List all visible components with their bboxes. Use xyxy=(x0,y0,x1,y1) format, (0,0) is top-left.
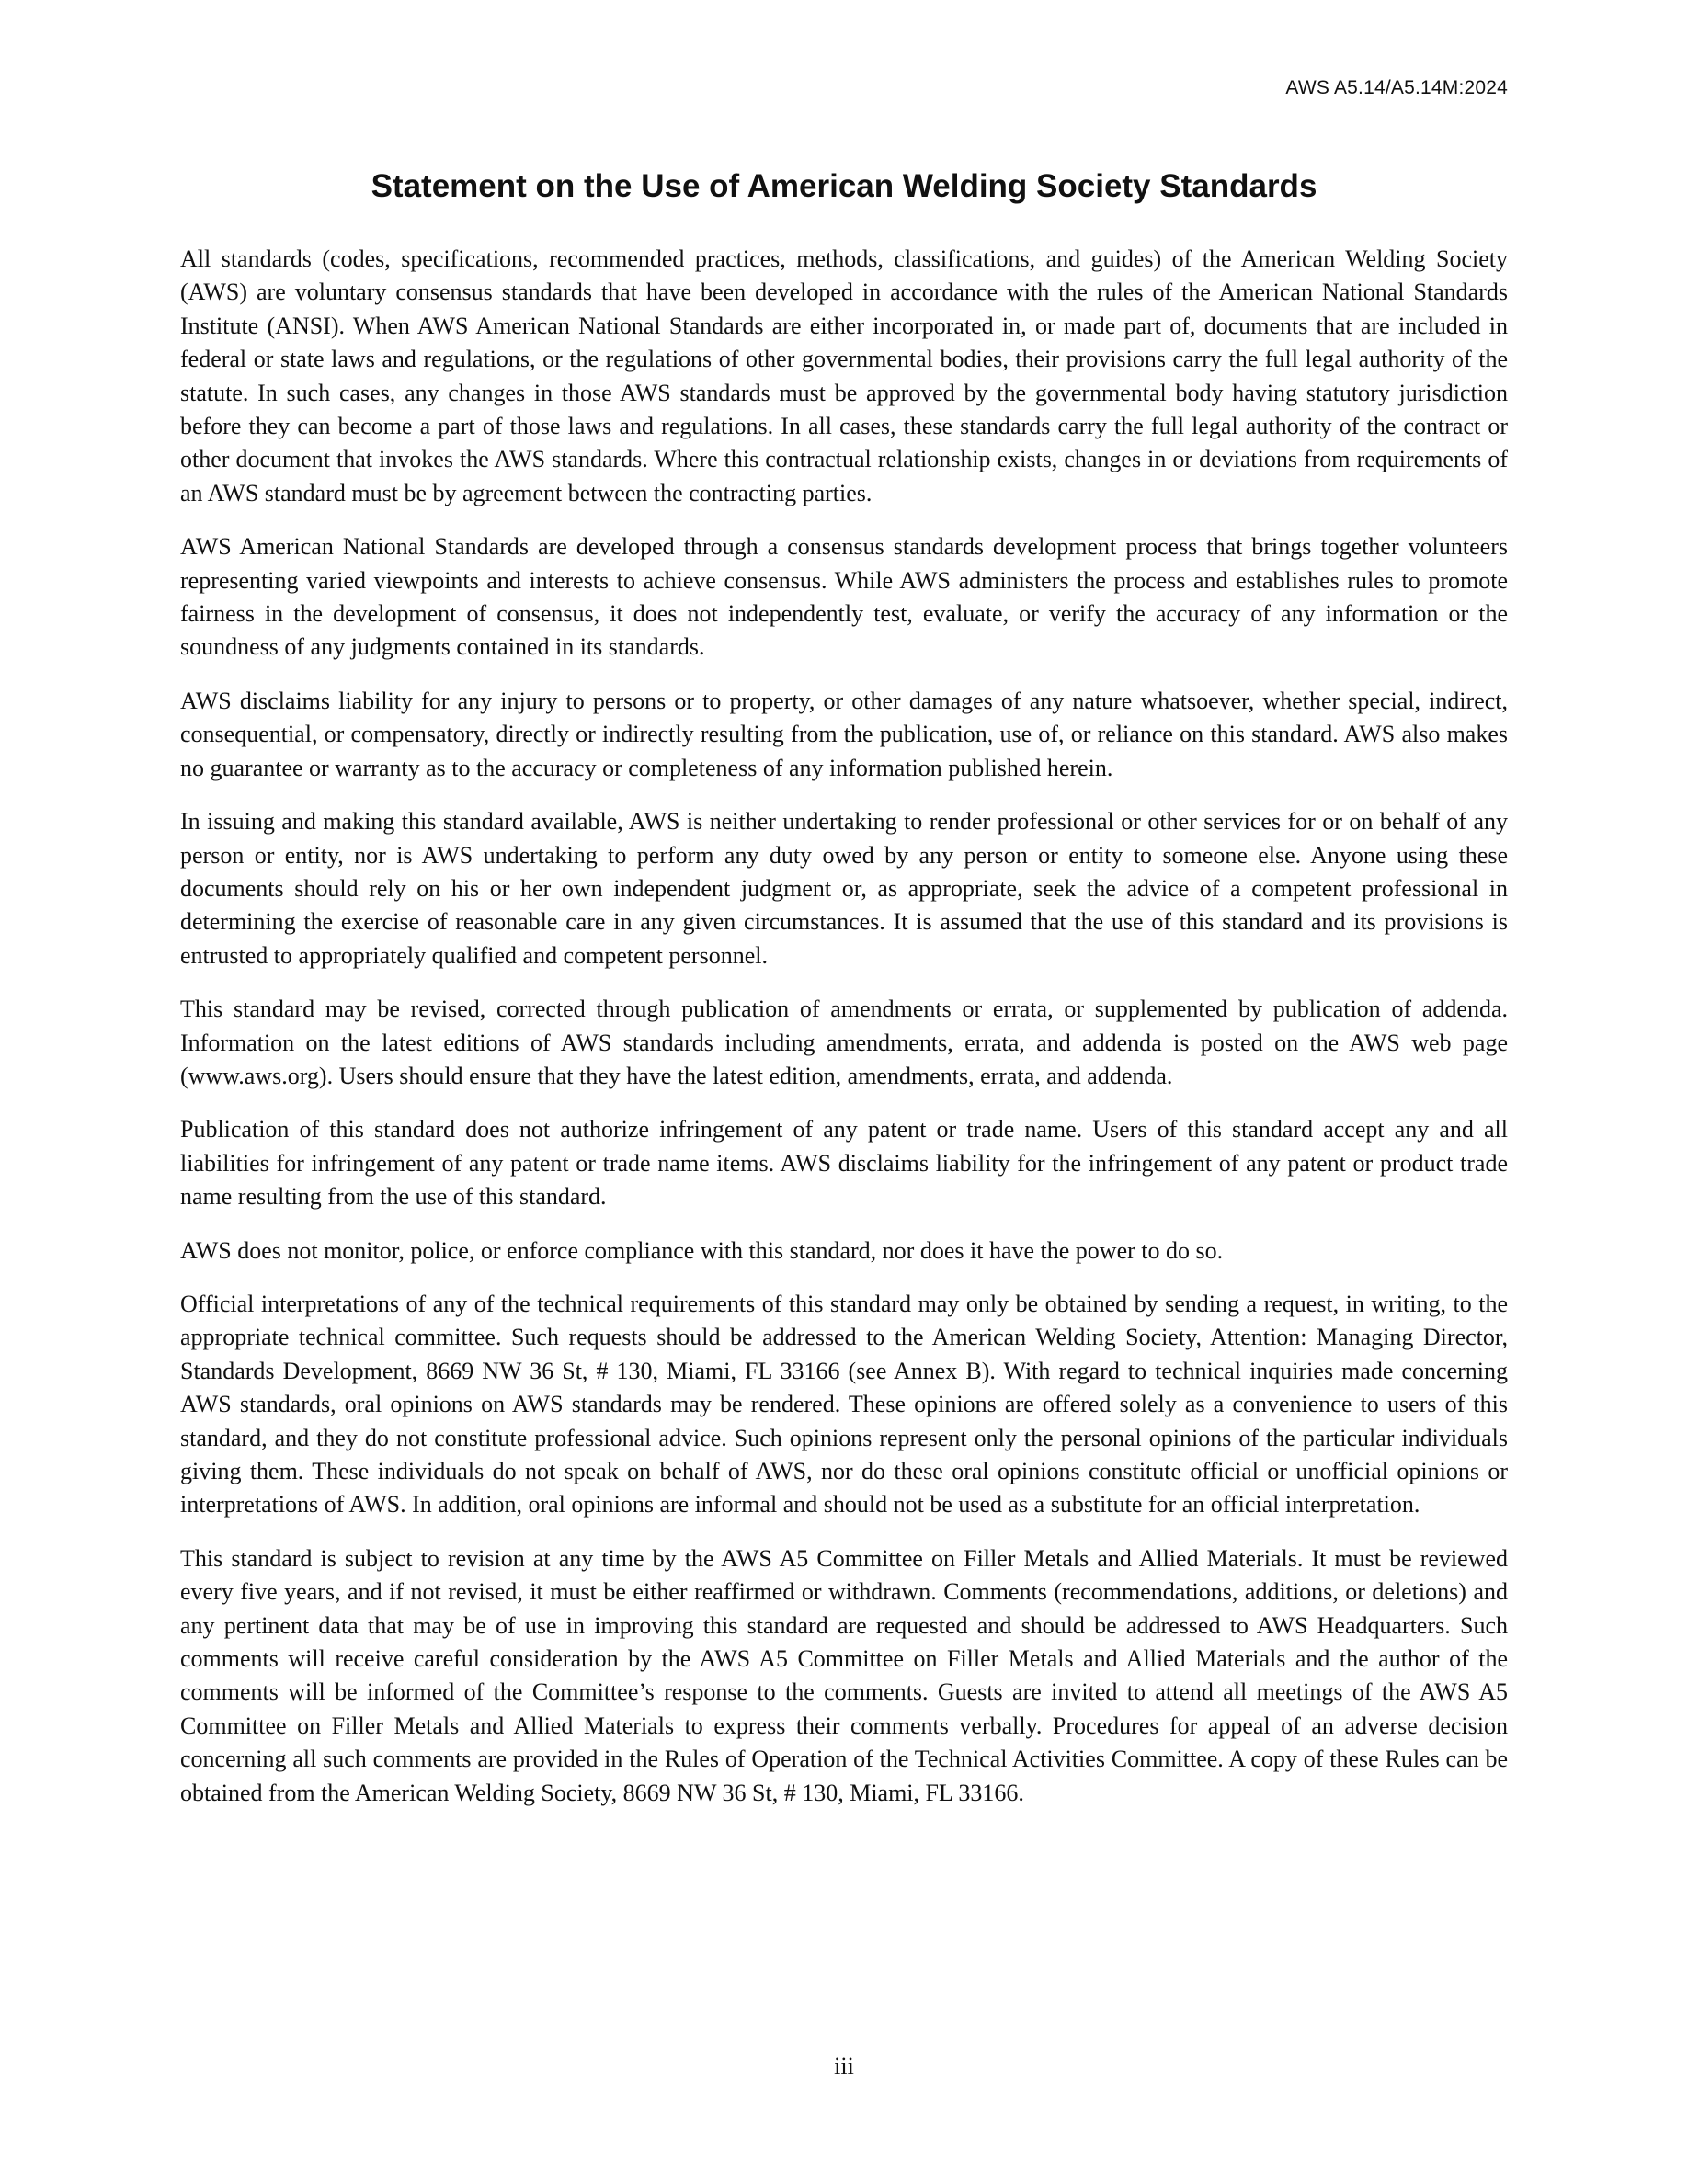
paragraph-liability-disclaimer: AWS disclaims liability for any injury to persons or to property, or other damages of any nature whatsoever, whether special, indirect, consequential, or compensatory, directly or indirectly resulting from the publication, use of, or reliance on this standard. AWS also makes no guarantee or warranty as to the accuracy or completeness of any information published herein. xyxy=(180,687,1508,781)
paragraph-interpretations: Official interpretations of any of the technical requirements of this standard may only be obtained by sending a request, in writing, to the appropriate technical committee. Such requests should be addressed to the American Welding Society, Attention: Managing Director, Standards Development, 8669 NW 36 St, # 130, Miami, FL 33166 (see Annex B). With regard to technical inquiries made concerning AWS standards, oral opinions on AWS standards may be rendered. These opinions are offered solely as a convenience to users of this standard, and they do not constitute professional advice. Such opinions represent only the personal opinions of the particular individuals giving them. These individuals do not speak on behalf of AWS, nor do these oral opinions constitute official or unofficial opinions or interpretations of AWS. In addition, oral opinions are informal and should not be used as a substitute for an official interpretation. xyxy=(180,1290,1508,1519)
paragraph-revision-comments: This standard is subject to revision at any time by the AWS A5 Committee on Filler Metals and Allied Materials. It must be reviewed every five years, and if not revised, it must be either reaffirmed or withdrawn. Comments (recommendations, additions, or deletions) and any pertinent data that may be of use in improving this standard are requested and should be addressed to AWS Headquarters. Such comments will receive careful consideration by the AWS A5 Committee on Filler Metals and Allied Materials and the author of the comments will be informed of the Committee’s response to the comments. Guests are invited to attend all meetings of the AWS A5 Committee on Filler Metals and Allied Materials to express their comments verbally. Procedures for appeal of an adverse decision concerning all such comments are provided in the Rules of Operation of the Technical Activities Committee. A copy of these Rules can be obtained from the American Welding Society, 8669 NW 36 St, # 130, Miami, FL 33166. xyxy=(180,1544,1508,1806)
paragraph-revisions: This standard may be revised, corrected through publication of amendments or errata, or supplemented by publication of addenda. Information on the latest editions of AWS standards including amendments, errata, and addenda is posted on the AWS web page (www.aws.org). Users should ensure that they have the latest edition, amendments, errata, and addenda. xyxy=(180,995,1508,1089)
paragraph-development-process: AWS American National Standards are developed through a consensus standards development process that brings together volunteers representing varied viewpoints and interests to achieve consensus. While AWS administers the process and establishes rules to promote fairness in the development of consensus, it does not independently test, evaluate, or verify the accuracy of any information or the soundness of any judgments contained in its standards. xyxy=(180,533,1508,661)
paragraph-consensus-standards: All standards (codes, specifications, recommended practices, methods, classifications, and guides) of the American Welding Society (AWS) are voluntary consensus standards that have been developed in accordance with the rules of the American National Standards Institute (ANSI). When AWS American National Standards are either incorporated in, or made part of, documents that are included in federal or state laws and regulations, or the regulations of other governmental bodies, their provisions carry the full legal authority of the statute. In such cases, any changes in those AWS standards must be approved by the governmental body having statutory jurisdiction before they can become a part of those laws and regulations. In all cases, these standards carry the full legal authority of the contract or other document that invokes the AWS standards. Where this contractual relationship exists, changes in or deviations from requirements of an AWS standard must be by agreement between the contracting parties. xyxy=(180,245,1508,506)
paragraph-no-professional-services: In issuing and making this standard available, AWS is neither undertaking to render professional or other services for or on behalf of any person or entity, nor is AWS undertaking to perform any duty owed by any person or entity to someone else. Anyone using these documents should rely on his or her own independent judgment or, as appropriate, seek the advice of a competent professional in determining the exercise of reasonable care in any given circumstances. It is assumed that the use of this standard and its provisions is entrusted to appropriately qualified and competent personnel. xyxy=(180,808,1508,969)
statement-body xyxy=(180,243,1508,1830)
running-header: AWS A5.14/A5.14M:2024 xyxy=(1285,77,1508,98)
page-number: iii xyxy=(834,2053,854,2079)
paragraph-no-enforcement: AWS does not monitor, police, or enforce compliance with this standard, nor does it have the power to do so. xyxy=(180,1236,1224,1264)
page-title: Statement on the Use of American Welding Society Standards xyxy=(371,168,1317,204)
paragraph-patents: Publication of this standard does not authorize infringement of any patent or trade name. Users of this standard accept any and all liabilities for infringement of any patent or trade name items. AWS disclaims liability for the infringement of any patent or product trade name resulting from the use of this standard. xyxy=(180,1116,1508,1211)
